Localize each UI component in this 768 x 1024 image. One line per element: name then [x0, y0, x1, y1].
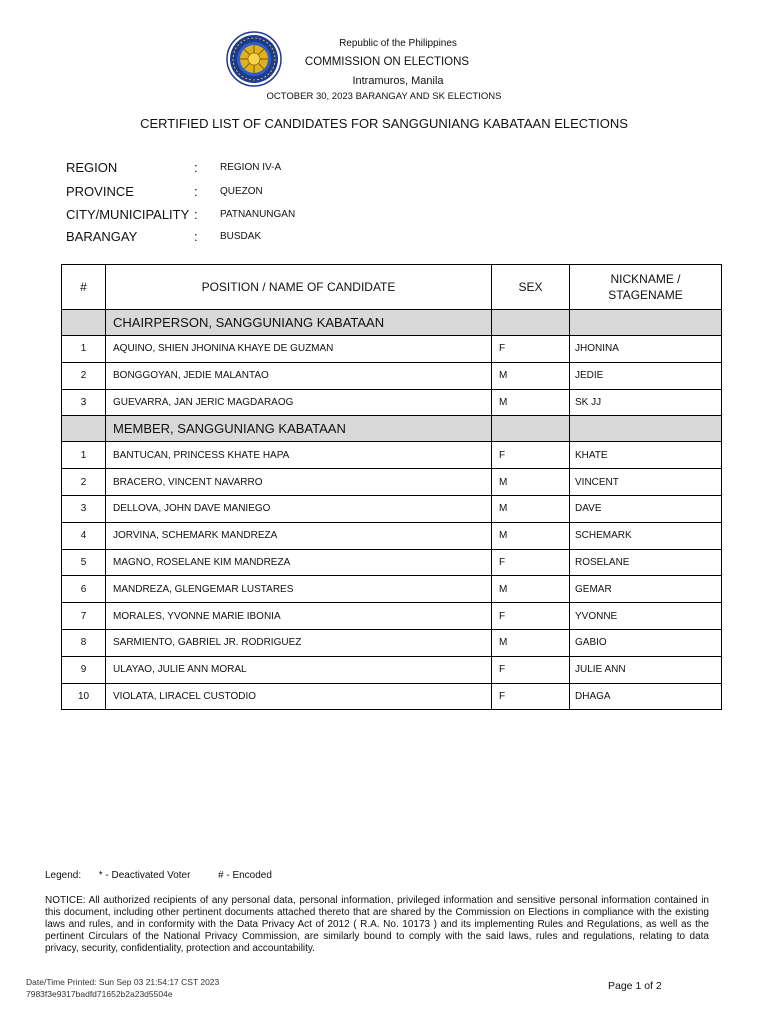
row-number: 1	[62, 442, 106, 469]
row-number: 3	[62, 389, 106, 416]
column-header-nickname	[570, 265, 722, 310]
table-row	[62, 469, 722, 496]
nickname-header-line1: NICKNAME /	[610, 272, 681, 286]
barangay-label: BARANGAY	[66, 229, 138, 244]
section-spacer	[570, 310, 722, 336]
province-label: PROVINCE	[66, 184, 134, 199]
table-row	[62, 603, 722, 630]
row-number: 9	[62, 656, 106, 683]
candidate-sex: M	[492, 362, 570, 389]
section-row-chairperson	[62, 310, 722, 336]
row-number: 10	[62, 683, 106, 710]
candidate-sex: M	[492, 522, 570, 549]
republic-heading: Republic of the Philippines	[339, 38, 457, 49]
document-title: CERTIFIED LIST OF CANDIDATES FOR SANGGUNIANG KABATAAN ELECTIONS	[140, 116, 628, 131]
print-timestamp: Date/Time Printed: Sun Sep 03 21:54:17 CST 2023	[26, 977, 220, 987]
colon: :	[194, 160, 198, 175]
candidate-name: BONGGOYAN, JEDIE MALANTAO	[106, 362, 492, 389]
legend-deactivated: * - Deactivated Voter	[98, 870, 191, 881]
section-title: MEMBER, SANGGUNIANG KABATAAN	[106, 416, 492, 442]
candidate-sex: F	[492, 549, 570, 576]
barangay-field	[66, 229, 466, 247]
candidate-sex: M	[492, 629, 570, 656]
privacy-notice: NOTICE: All authorized recipients of any personal data, personal information, privileged information and sensitive personal information contained in this document, including other pertinent documents attached thereto that are shared by the Commission on Elections in compliance with the existing laws and rules, and in conformity with the Data Privacy Act of 2012 ( R.A. No. 10173 ) and its implementing Rules and Regulations, as well as the pertinent Circulars of the National Privacy Commission, are similarly bound to comply with the said laws, rules and regulations, relating to data privacy, security, confidentiality, protection and accountability.	[45, 895, 709, 954]
colon: :	[194, 184, 198, 199]
candidate-name: GUEVARRA, JAN JERIC MAGDARAOG	[106, 389, 492, 416]
candidate-name: MANDREZA, GLENGEMAR LUSTARES	[106, 576, 492, 603]
region-value: REGION IV-A	[220, 162, 282, 173]
city-field	[66, 207, 466, 225]
candidate-nickname: ROSELANE	[570, 549, 722, 576]
colon: :	[194, 229, 198, 244]
section-spacer	[62, 416, 106, 442]
row-number: 6	[62, 576, 106, 603]
table-header-row	[62, 265, 722, 310]
candidate-name: DELLOVA, JOHN DAVE MANIEGO	[106, 495, 492, 522]
candidate-sex: M	[492, 576, 570, 603]
candidate-name: BRACERO, VINCENT NAVARRO	[106, 469, 492, 496]
row-number: 7	[62, 603, 106, 630]
nickname-header-line2: STAGENAME	[608, 288, 683, 302]
candidate-nickname: JULIE ANN	[570, 656, 722, 683]
candidate-name: BANTUCAN, PRINCESS KHATE HAPA	[106, 442, 492, 469]
table-row	[62, 522, 722, 549]
candidate-nickname: DAVE	[570, 495, 722, 522]
province-value: QUEZON	[220, 186, 263, 197]
row-number: 8	[62, 629, 106, 656]
table-row	[62, 389, 722, 416]
candidate-name: ULAYAO, JULIE ANN MORAL	[106, 656, 492, 683]
section-spacer	[492, 416, 570, 442]
section-spacer	[492, 310, 570, 336]
section-spacer	[570, 416, 722, 442]
section-title: CHAIRPERSON, SANGGUNIANG KABATAAN	[106, 310, 492, 336]
table-row	[62, 683, 722, 710]
province-field	[66, 184, 466, 202]
print-info	[26, 976, 219, 1000]
legend-label: Legend:	[45, 870, 82, 881]
row-number: 3	[62, 495, 106, 522]
candidate-nickname: YVONNE	[570, 603, 722, 630]
barangay-value: BUSDAK	[220, 231, 262, 242]
candidate-name: JORVINA, SCHEMARK MANDREZA	[106, 522, 492, 549]
candidate-name: AQUINO, SHIEN JHONINA KHAYE DE GUZMAN	[106, 336, 492, 363]
region-label: REGION	[66, 160, 118, 175]
row-number: 4	[62, 522, 106, 549]
candidate-sex: F	[492, 442, 570, 469]
city-label: CITY/MUNICIPALITY	[66, 207, 190, 222]
table-row	[62, 576, 722, 603]
candidate-nickname: JHONINA	[570, 336, 722, 363]
candidate-name: SARMIENTO, GABRIEL JR. RODRIGUEZ	[106, 629, 492, 656]
candidate-nickname: JEDIE	[570, 362, 722, 389]
section-spacer	[62, 310, 106, 336]
candidate-sex: F	[492, 656, 570, 683]
row-number: 2	[62, 362, 106, 389]
column-header-number: #	[62, 265, 106, 310]
candidate-sex: F	[492, 603, 570, 630]
legend	[45, 870, 272, 881]
city-value: PATNANUNGAN	[220, 209, 296, 220]
table-row	[62, 336, 722, 363]
candidate-sex: M	[492, 389, 570, 416]
table-row	[62, 629, 722, 656]
commission-heading: COMMISSION ON ELECTIONS	[304, 56, 470, 68]
candidate-name: MAGNO, ROSELANE KIM MANDREZA	[106, 549, 492, 576]
candidate-nickname: GEMAR	[570, 576, 722, 603]
table-row	[62, 656, 722, 683]
candidate-nickname: VINCENT	[570, 469, 722, 496]
column-header-sex: SEX	[492, 265, 570, 310]
region-field	[66, 160, 466, 178]
candidate-sex: M	[492, 469, 570, 496]
candidate-name: VIOLATA, LIRACEL CUSTODIO	[106, 683, 492, 710]
column-header-position: POSITION / NAME OF CANDIDATE	[106, 265, 492, 310]
table-row	[62, 362, 722, 389]
row-number: 1	[62, 336, 106, 363]
candidate-nickname: KHATE	[570, 442, 722, 469]
table-row	[62, 495, 722, 522]
election-heading: OCTOBER 30, 2023 BARANGAY AND SK ELECTIONS	[266, 91, 502, 102]
row-number: 2	[62, 469, 106, 496]
legend-encoded: # - Encoded	[218, 870, 272, 881]
row-number: 5	[62, 549, 106, 576]
candidate-nickname: SK JJ	[570, 389, 722, 416]
document-hash: 7983f3e9317badfd71652b2a23d5504e	[26, 989, 173, 999]
candidate-nickname: SCHEMARK	[570, 522, 722, 549]
table-row	[62, 549, 722, 576]
candidate-sex: F	[492, 683, 570, 710]
page-number: Page 1 of 2	[608, 980, 662, 992]
candidate-sex: F	[492, 336, 570, 363]
location-heading: Intramuros, Manila	[352, 75, 444, 87]
candidate-name: MORALES, YVONNE MARIE IBONIA	[106, 603, 492, 630]
candidate-nickname: DHAGA	[570, 683, 722, 710]
candidate-nickname: GABIO	[570, 629, 722, 656]
candidates-table	[61, 264, 722, 710]
colon: :	[194, 207, 198, 222]
candidate-sex: M	[492, 495, 570, 522]
table-row	[62, 442, 722, 469]
section-row-member	[62, 416, 722, 442]
